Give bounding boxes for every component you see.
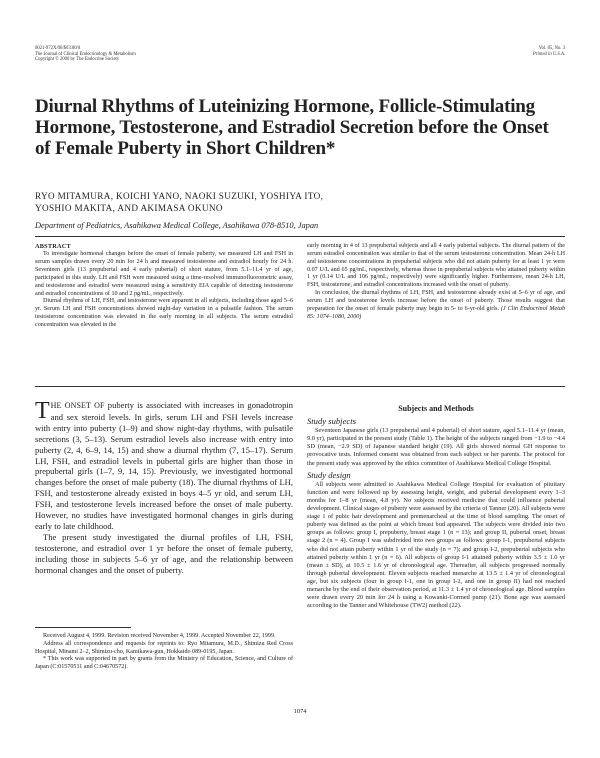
- subheading-study-design: Study design: [307, 469, 351, 480]
- abstract-bottom-rule: [35, 386, 565, 387]
- journal-header-right: [533, 46, 565, 57]
- subheading-study-subjects: Study subjects: [307, 416, 356, 427]
- abstract-paragraph-2: Diurnal rhythms of LH, FSH, and testosterone were apparent in all subjects, including those aged 5–6 yr. Serum LH and FSH concentrations showed night-day variation in a pulsatile fashion. The serum testosterone concentration was elevated in the early morning in all subjects. The serum estradiol concentration was elevated in the: [35, 298, 293, 328]
- abstract-paragraph-3: early morning in 4 of 13 prepubertal subjects and all 4 early pubertal subjects. The diurnal pattern of the serum estradiol concentration was similar to that of the serum testosterone concentration. Mean 24-h LH and testosterone concentrations in prepubertal subjects who did not attain puberty for at least 1 yr were 0.07 U/L and 65 pg/mL, respectively, whereas those in prepubertal subjects who attained puberty within 1 yr (0.14 U/L and 106 pg/mL, respectively) were significantly higher. Furthermore, mean 24-h LH, FSH, testosterone, and estradiol concentrations increased with the onset of puberty.: [307, 243, 565, 289]
- study-subjects-paragraph: Seventeen Japanese girls (13 prepubertal and 4 pubertal) of short stature, aged 5.1–11.4 yr (mean, 9.0 yr), participated in the present study (Table 1). The height of the subjects ranged from −1.9 to −4.4 SD (mean, −2.9 SD) of Japanese standard height (19). All girls showed normal GH response to provocative tests. Informed consent was obtained from each subject or her parents. The protocol for the present study was approved by the ethics committee of Asahikawa Medical College Hospital.: [307, 427, 565, 467]
- intro-paragraph-1-text: puberty is associated with increases in gonadotropin and sex steroid levels. In girls, serum LH and FSH levels increase with entry into puberty (1–9) and show night-day rhythms, with pulsatile secretions (3, 5–13). Serum estradiol levels also increase with entry into puberty (2, 4, 6–9, 14, 15) and show a diurnal rhythm (7, 15–17). Serum LH, FSH, and estradiol levels in pubertal girls are higher than those in prepubertal girls (1–7, 9, 14, 15). Previously, we investigated hormonal changes before the onset of male puberty (18). The diurnal rhythms of LH, FSH, and testosterone already existed in boys 4–5 yr old, and serum LH, FSH, and testosterone levels increased before the onset of male puberty. However, no studies have investigated hormonal changes in girls during early to late childhood.: [35, 400, 294, 531]
- study-design-paragraph: All subjects were admitted to Asahikawa Medical College Hospital for evaluation of pituitary function and were followed up by assessing height, weight, and pubertal development every 1–3 months for 1–8 yr (mean, 4.8 yr). No subjects received medicine that could influence pubertal development. Clinical stages of puberty were assessed by the criteria of Tanner (20). All subjects were stage 1 of pubic hair development and premenarcheal at the time of blood sampling. The onset of puberty was defined as the point at which breast bud appeared. The subjects were divided into two groups as follows: group I, prepuberty, breast stage 1 (n = 13); and group II, pubertal onset, breast stage 2 (n = 4). Group I was subdivided into two groups as follows: group I-1, prepubertal subjects who did not attain puberty within 1 yr of the study (n = 7); and group I-2, prepubertal subjects who attained puberty within 1 yr (n = 6). All subjects of group I-1 attained puberty within 3.5 ± 1.0 yr (mean ± SD), at 10.5 ± 1.6 yr of chronological age. Thereafter, all subjects progressed normally through pubertal development. Eleven subjects reached menarche at 13.5 ± 1.4 yr of chronological age, but six subjects (four in group I-1, one in group I-2, and one in group II) had not reached menarche by the end of their observation period, at 11.3 ± 1.4 yr of chronological age. Blood samples were drawn every 20 min for 24 h using a Kowanki-Cormed pump (21). Bone age was assessed according to the Tanner and Whitehouse (TW2) method (22).: [307, 480, 565, 610]
- affiliation: Department of Pediatrics, Asahikawa Medical College, Asahikawa 078-8510, Japan: [35, 221, 319, 230]
- article-title: Diurnal Rhythms of Luteinizing Hormone, Follicle-Stimulating Hormone, Testosterone, and Estradiol Secretion before the Onset of Female Puberty in Short Children*: [35, 96, 549, 159]
- authors-line-2: YOSHIO MAKITA, AND AKIMASA OKUNO: [35, 203, 223, 213]
- page-number: 1074: [293, 708, 307, 715]
- abstract-paragraph-4: [307, 290, 565, 321]
- author-list: [35, 190, 555, 214]
- methods-section: [307, 405, 565, 610]
- journal-header-left: [35, 46, 136, 63]
- intro-lead-in: HE ONSET OF: [50, 401, 105, 410]
- copyright-line: Copyright © 2000 by The Endocrine Society: [35, 57, 120, 63]
- footnote-support: * This work was supported in part by grants from the Ministry of Education, Science, and Culture of Japan (C:01570511 and C:04670572).: [35, 656, 293, 671]
- footnote-correspondence: Address all correspondence and requests for reprints to: Ryo Mitamura, M.D., Shimizu Red Cross Hospital, Minami 2–2, Shimizu-cho, Kamikawa-gun, Hokkaido 089-0195, Japan.: [35, 640, 293, 655]
- footnote-received: Received August 4, 1999. Revision received November 4, 1999. Accepted November 22, 1999.: [43, 633, 276, 639]
- drop-cap: T: [35, 398, 50, 424]
- abstract-heading: ABSTRACT: [35, 243, 71, 250]
- printed-line: Printed in U.S.A.: [532, 51, 565, 57]
- footnote-rule: [35, 627, 131, 628]
- issn-line: 0021-972X/00/$03.00/0: [35, 46, 81, 51]
- abstract-citation: (J Clin Endocrinol Metab 85: 1074–1080, 2000): [307, 305, 565, 320]
- introduction: [35, 400, 293, 576]
- volume-line: Vol. 85, No. 3: [538, 46, 565, 51]
- intro-paragraph-2: The present study investigated the diurnal profiles of LH, FSH, testosterone, and estradiol over 1 yr before the onset of female puberty, including those in subjects 5–6 yr of age, and the relationship between hormonal changes and the onset of puberty.: [35, 531, 293, 575]
- footnotes: [35, 633, 293, 672]
- methods-heading: Subjects and Methods: [398, 404, 474, 413]
- abstract-conclusion: In conclusion, the diurnal rhythms of LH, FSH, and testosterone already exist at 5–6 yr of age, and serum LH and testosterone levels increase before the onset of puberty. Those results suggest that preparation for the onset of female puberty may begin in 5- to 6-yr-old girls.: [307, 290, 565, 312]
- abstract-paragraph-1: To investigate hormonal changes before the onset of female puberty, we measured LH and FSH in serum samples drawn every 20 min for 24 h and measured testosterone and estradiol hourly for 24 h. Seventeen girls (13 prepubertal and 4 early pubertal) of short stature, from 5.1–11.4 yr of age, participated in this study. LH and FSH were measured using a time-resolved immunofluorometric assay, and testosterone and estradiol were measured using a sensitivity EIA capable of detecting testosterone and estradiol concentrations of 10 and 2 pg/mL, respectively.: [35, 251, 293, 297]
- authors-line-1: RYO MITAMURA, KOICHI YANO, NAOKI SUZUKI, YOSHIYA ITO,: [35, 191, 324, 201]
- abstract-top-rule: [35, 236, 565, 237]
- abstract-column-right: [307, 243, 565, 321]
- journal-name-line: The Journal of Clinical Endocrinology & Metabolism: [35, 51, 136, 57]
- intro-paragraph-1: [35, 400, 293, 532]
- abstract-column-left: [35, 243, 293, 330]
